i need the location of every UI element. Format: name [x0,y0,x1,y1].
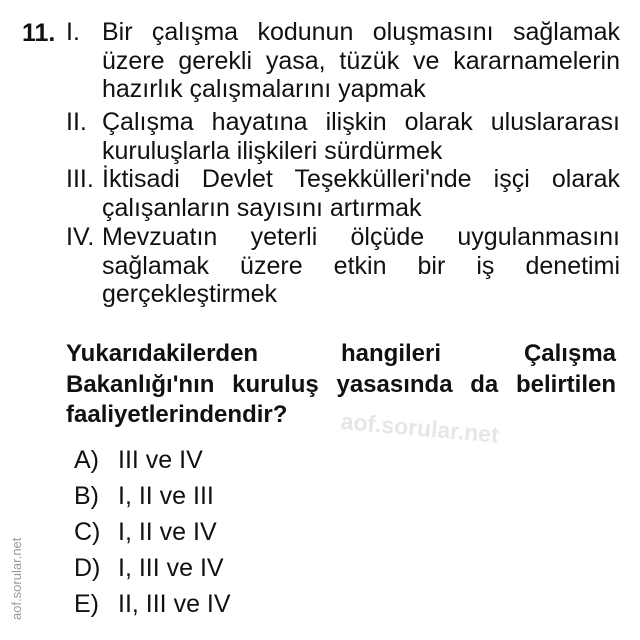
option-c-text: I, II ve IV [118,518,217,546]
statement-2-line-1: Çalışma hayatına ilişkin olarak uluslararası [102,108,620,136]
statement-4-roman: IV. [66,223,95,251]
option-a-text: III ve IV [118,446,203,474]
watermark-center: aof.sorular.net [339,408,500,448]
question-line-1: Yukarıdakilerden hangileri Çalışma [66,340,616,367]
statement-2-line-2: kuruluşlarla ilişkileri sürdürmek [102,136,443,165]
question-number: 11. [22,19,56,47]
option-c-letter: C) [74,518,101,546]
statement-4-line-3: gerçekleştirmek [102,280,278,308]
option-d-letter: D) [74,554,101,582]
option-b-letter: B) [74,482,99,510]
option-a-letter: A) [74,446,99,474]
statement-3-line-1: İktisadi Devlet Teşekkülleri'nde işçi olarak [102,165,620,193]
statement-4-line-1: Mevzuatın yeterli ölçüde uygulanmasını [102,223,620,251]
statement-1-line-2: üzere gerekli yasa, tüzük ve kararnamelerin [102,46,620,75]
statement-2-roman: II. [66,108,87,136]
option-d-text: I, III ve IV [118,554,224,582]
statement-1-text [102,18,620,104]
option-e-letter: E) [74,590,99,618]
statement-2-text [102,108,620,165]
statement-3-line-2: çalışanların sayısını artırmak [102,193,422,222]
statement-3-roman: III. [66,165,94,193]
statement-4-line-2: sağlamak üzere etkin bir iş denetimi [102,251,620,280]
statement-1-line-3: hazırlık çalışmalarını yapmak [102,75,426,103]
question-line-2: Bakanlığı'nın kuruluş yasasında da belirtilen [66,370,616,398]
statement-4-text [102,223,620,309]
statement-1-roman: I. [66,18,80,46]
option-b-text: I, II ve III [118,482,214,510]
statement-3-text [102,165,620,222]
option-e-text: II, III ve IV [118,590,231,618]
statement-1-line-1: Bir çalışma kodunun oluşmasını sağlamak [102,18,620,46]
question-line-3: faaliyetlerindendir? [66,401,288,428]
watermark-side: aof.sorular.net [9,537,24,620]
